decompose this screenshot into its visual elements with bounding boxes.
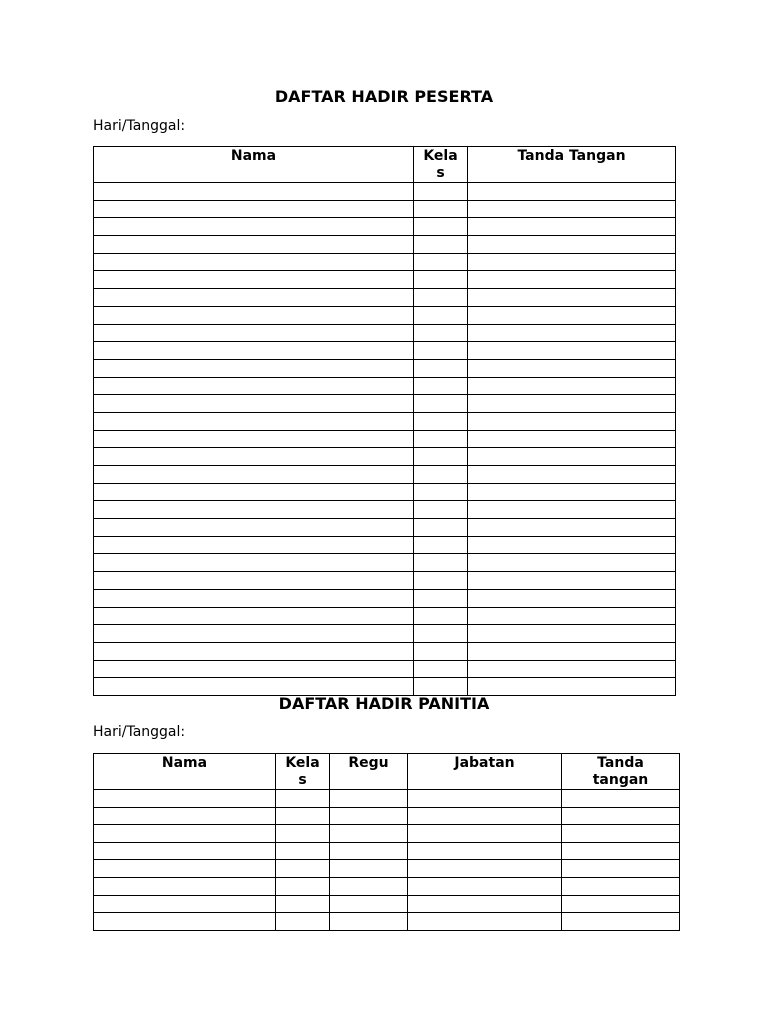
table-row [94,660,676,678]
table-cell [94,625,414,643]
table-cell [94,607,414,625]
table-cell [276,825,330,843]
column-header-jabatan: Jabatan [408,754,562,790]
table-row [94,183,676,201]
table-row [94,342,676,360]
table-cell [414,342,468,360]
table-cell [468,324,676,342]
panitia-table-body [94,790,680,931]
table-cell [94,790,276,808]
table-cell [414,554,468,572]
table-cell [562,913,680,931]
table-row [94,589,676,607]
table-cell [330,807,408,825]
table-cell [468,519,676,537]
table-cell [94,359,414,377]
table-row [94,236,676,254]
table-row [94,324,676,342]
table-cell [94,412,414,430]
table-cell [468,625,676,643]
table-cell [468,554,676,572]
table-cell [94,324,414,342]
table-row [94,412,676,430]
table-cell [562,807,680,825]
peserta-title: DAFTAR HADIR PESERTA [274,87,494,106]
table-cell [330,842,408,860]
table-cell [94,860,276,878]
table-cell [414,183,468,201]
table-cell [408,790,562,808]
column-header-nama: Nama [94,147,414,183]
table-cell [468,483,676,501]
table-cell [94,660,414,678]
table-cell [94,377,414,395]
table-cell [276,860,330,878]
table-cell [408,860,562,878]
table-cell [414,589,468,607]
table-cell [468,448,676,466]
table-row [94,377,676,395]
table-cell [468,412,676,430]
peserta-table-body [94,183,676,696]
table-row [94,877,680,895]
table-cell [330,913,408,931]
peserta-date-label: Hari/Tanggal: [93,118,186,134]
table-cell [408,807,562,825]
table-header-row [94,754,680,790]
table-cell [414,625,468,643]
table-row [94,825,680,843]
table-cell [468,395,676,413]
table-cell [94,536,414,554]
table-cell [94,200,414,218]
table-cell [94,271,414,289]
table-cell [562,860,680,878]
table-cell [414,678,468,696]
table-cell [94,572,414,590]
table-row [94,289,676,307]
table-cell [468,572,676,590]
table-cell [468,359,676,377]
table-cell [94,589,414,607]
table-cell [562,895,680,913]
table-cell [276,790,330,808]
table-row [94,895,680,913]
table-cell [468,271,676,289]
table-cell [94,430,414,448]
table-row [94,395,676,413]
table-row [94,807,680,825]
table-row [94,790,680,808]
table-cell [94,306,414,324]
table-cell [94,395,414,413]
panitia-attendance-table [93,753,680,931]
table-cell [414,660,468,678]
table-row [94,501,676,519]
table-header-row [94,147,676,183]
table-cell [414,218,468,236]
table-cell [414,236,468,254]
table-cell [94,895,276,913]
table-cell [414,483,468,501]
table-cell [408,842,562,860]
table-cell [414,377,468,395]
table-cell [562,790,680,808]
table-cell [468,377,676,395]
table-cell [94,342,414,360]
table-cell [468,289,676,307]
table-cell [414,642,468,660]
table-cell [330,895,408,913]
column-header-nama: Nama [94,754,276,790]
table-cell [94,483,414,501]
table-cell [408,877,562,895]
table-cell [276,895,330,913]
column-header-tanda-tangan: Tanda Tangan [468,147,676,183]
table-row [94,572,676,590]
table-cell [468,642,676,660]
table-cell [414,306,468,324]
table-cell [414,271,468,289]
table-row [94,430,676,448]
table-cell [94,825,276,843]
table-cell [468,183,676,201]
table-row [94,483,676,501]
table-row [94,554,676,572]
table-cell [94,501,414,519]
table-row [94,200,676,218]
panitia-title: DAFTAR HADIR PANITIA [278,694,490,713]
table-row [94,218,676,236]
table-cell [94,448,414,466]
table-cell [408,895,562,913]
table-cell [414,519,468,537]
column-header-kelas: Kela s [414,147,468,183]
table-cell [562,842,680,860]
table-cell [468,236,676,254]
table-cell [468,200,676,218]
table-cell [330,790,408,808]
column-header-tanda-tangan: Tanda tangan [562,754,680,790]
table-cell [562,877,680,895]
table-cell [414,324,468,342]
table-row [94,359,676,377]
table-cell [414,430,468,448]
table-row [94,519,676,537]
table-cell [414,572,468,590]
table-row [94,642,676,660]
table-cell [94,236,414,254]
table-cell [414,200,468,218]
table-cell [468,306,676,324]
table-cell [468,342,676,360]
table-cell [468,218,676,236]
table-row [94,466,676,484]
table-row [94,271,676,289]
table-cell [468,678,676,696]
table-cell [94,466,414,484]
table-cell [94,877,276,895]
table-row [94,306,676,324]
table-cell [408,825,562,843]
table-cell [414,448,468,466]
table-cell [468,607,676,625]
table-cell [94,678,414,696]
table-cell [330,860,408,878]
table-cell [94,642,414,660]
table-cell [468,430,676,448]
table-row [94,607,676,625]
table-row [94,842,680,860]
table-cell [94,554,414,572]
table-cell [94,519,414,537]
table-cell [94,253,414,271]
table-cell [414,253,468,271]
table-cell [330,825,408,843]
table-cell [414,607,468,625]
column-header-kelas: Kela s [276,754,330,790]
table-row [94,253,676,271]
table-cell [414,412,468,430]
table-cell [468,501,676,519]
table-cell [414,289,468,307]
peserta-attendance-table [93,146,676,696]
table-cell [276,877,330,895]
table-row [94,913,680,931]
table-cell [330,877,408,895]
table-cell [414,359,468,377]
table-row [94,860,680,878]
table-cell [94,183,414,201]
table-cell [468,589,676,607]
table-cell [94,218,414,236]
table-row [94,448,676,466]
table-cell [94,807,276,825]
table-cell [562,825,680,843]
table-cell [414,501,468,519]
table-cell [276,913,330,931]
table-cell [468,660,676,678]
table-cell [414,395,468,413]
column-header-regu: Regu [330,754,408,790]
table-cell [468,253,676,271]
table-cell [94,842,276,860]
table-cell [468,466,676,484]
table-row [94,625,676,643]
table-row [94,678,676,696]
table-cell [94,913,276,931]
panitia-date-label: Hari/Tanggal: [93,724,186,740]
table-cell [414,466,468,484]
table-cell [94,289,414,307]
table-cell [276,842,330,860]
table-cell [276,807,330,825]
table-cell [414,536,468,554]
table-cell [468,536,676,554]
table-cell [408,913,562,931]
table-row [94,536,676,554]
